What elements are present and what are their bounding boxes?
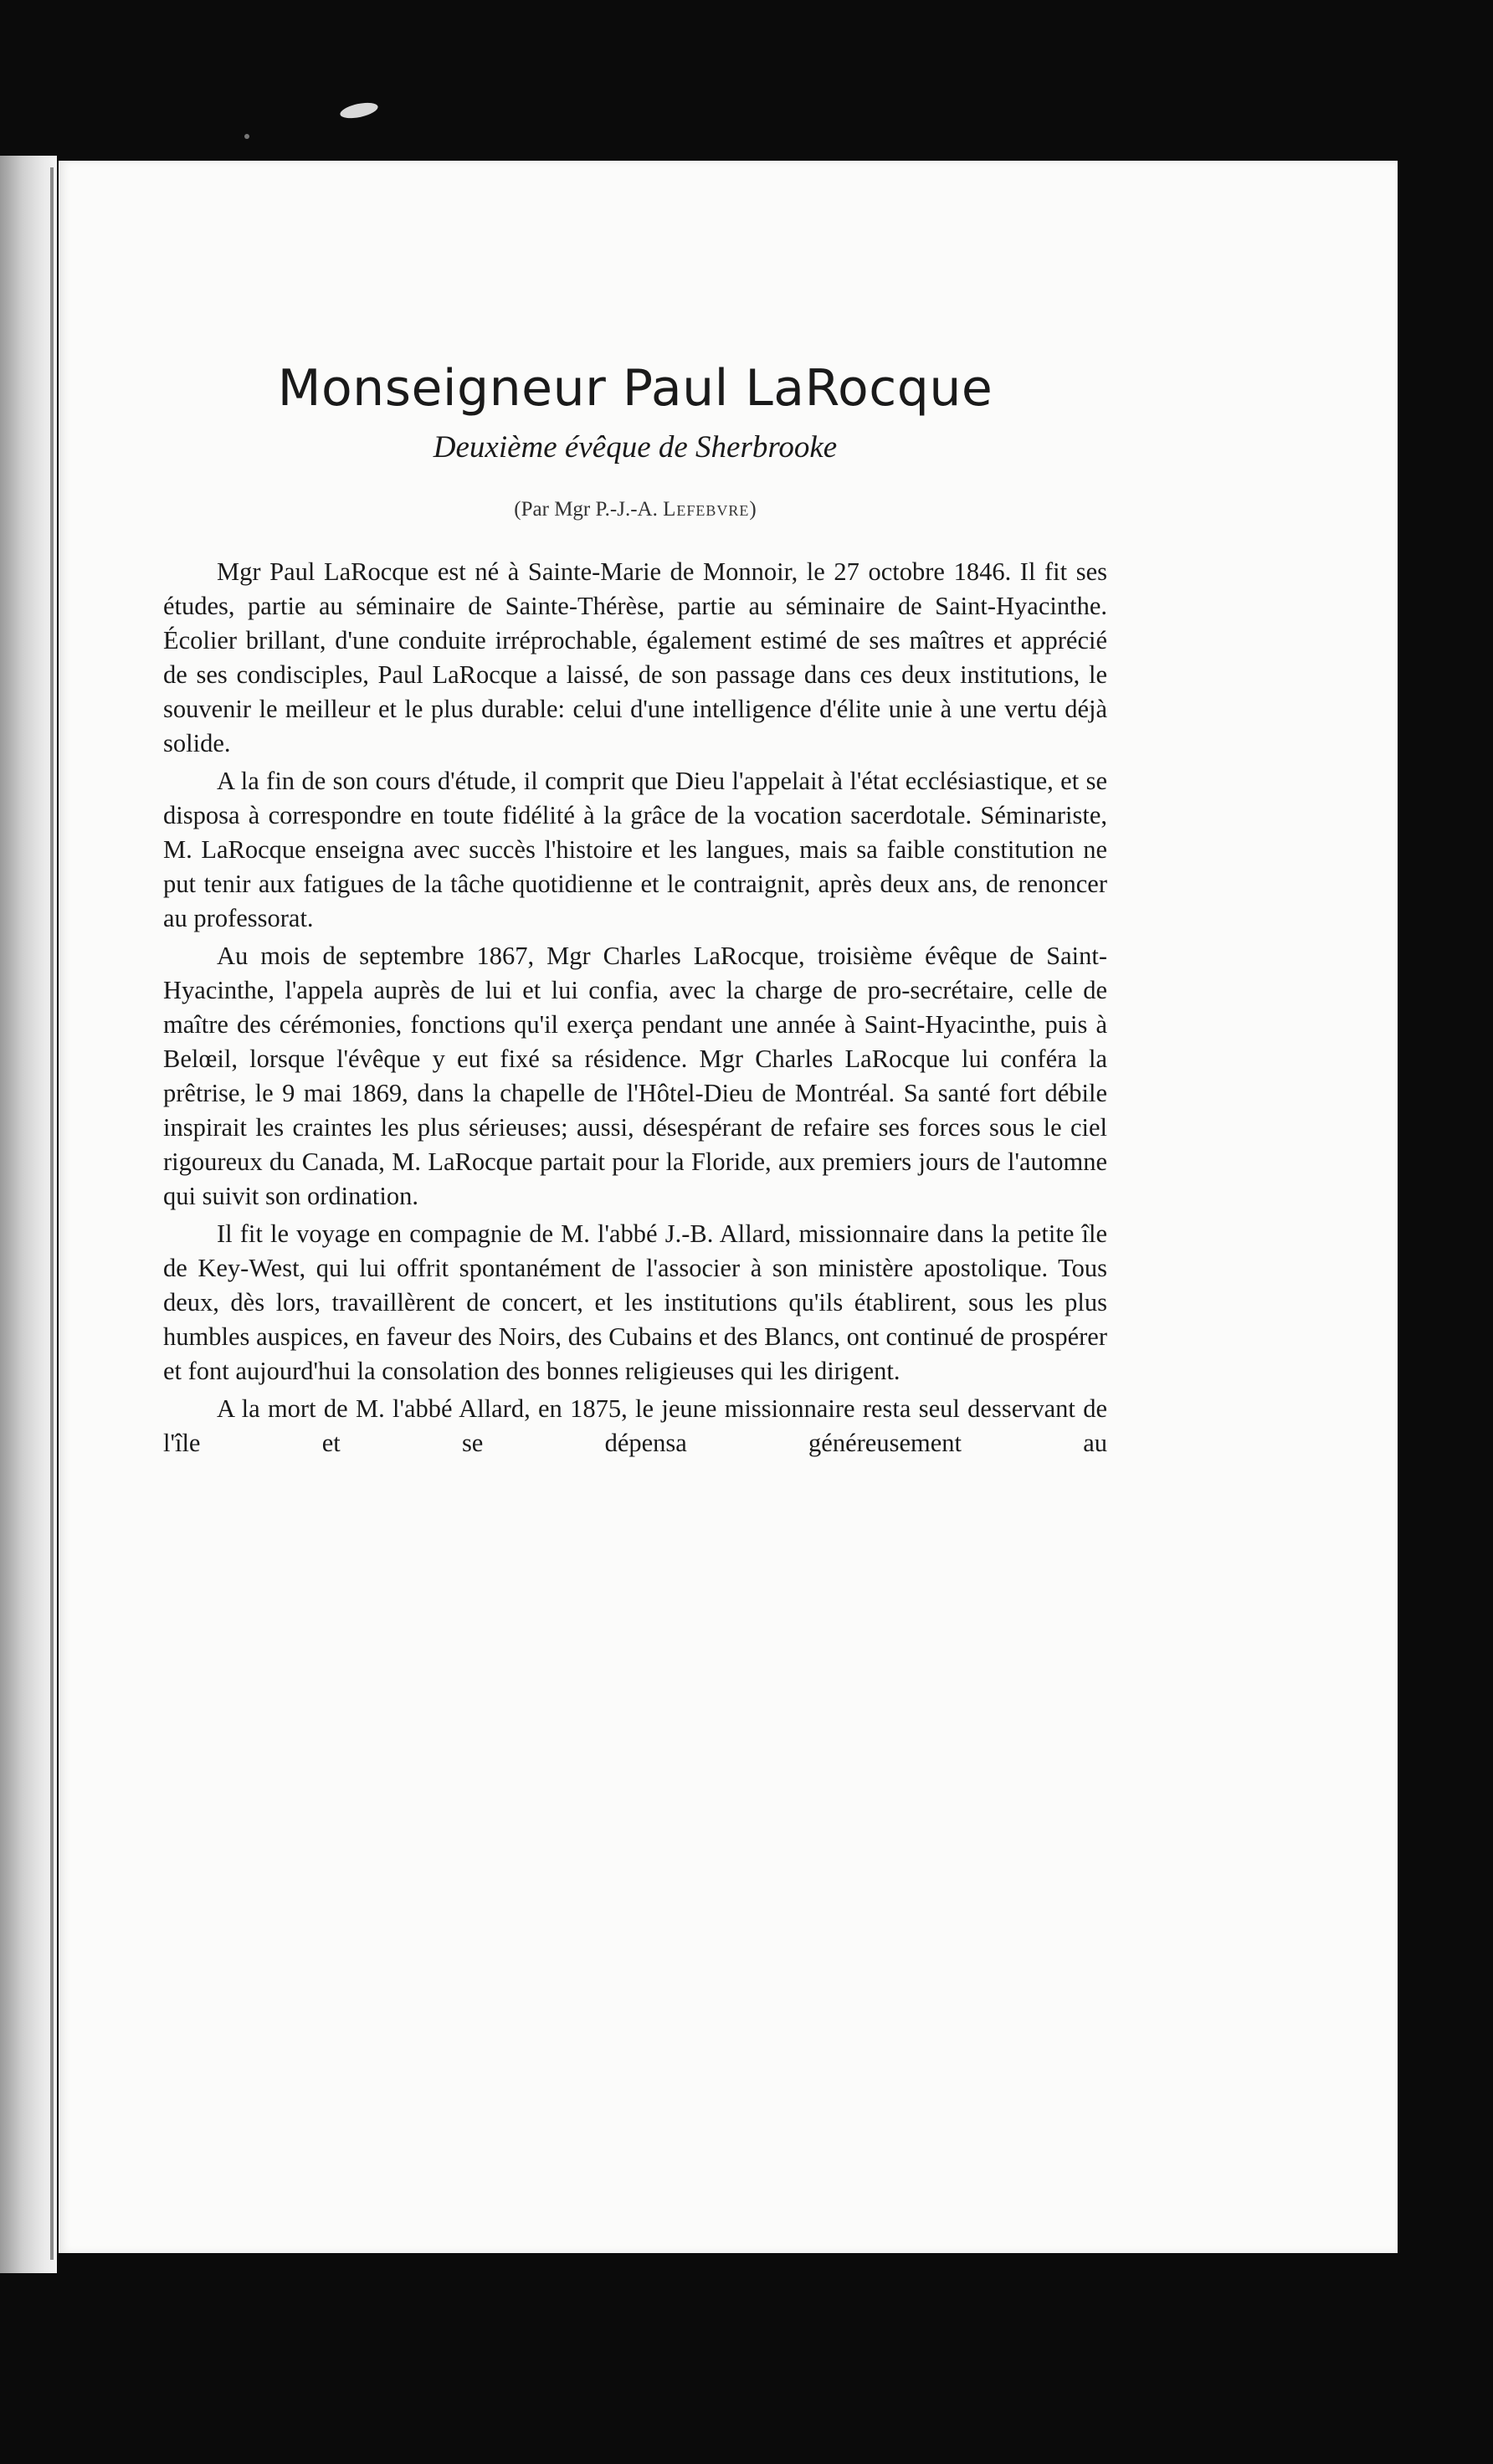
page-gutter-line bbox=[50, 167, 54, 2260]
article-title: Monseigneur Paul LaRocque bbox=[277, 359, 993, 418]
paragraph-1: Mgr Paul LaRocque est né à Sainte-Marie de Monnoir, le 27 octobre 1846. Il fit ses études, partie au séminaire de Sainte-Thérèse, partie au séminaire de Saint-Hyacinthe. Écolier brillant, d'une conduite irréprochable, également estimé de ses maîtres et apprécié de ses condisciples, Paul LaRocque a laissé, de son passage dans ces deux institutions, le souvenir le meilleur et le plus durable: celui d'une intelligence d'élite unie à une vertu déjà solide. bbox=[163, 557, 1107, 758]
article-byline bbox=[163, 498, 1107, 521]
dust-speck bbox=[244, 134, 249, 139]
article-subtitle: Deuxième évêque de Sherbrooke bbox=[433, 430, 838, 465]
byline-author: Lefebvre bbox=[663, 498, 750, 521]
paragraph-3: Au mois de septembre 1867, Mgr Charles LaRocque, troisième évêque de Saint-Hyacinthe, l'appela auprès de lui et lui confia, avec la charge de pro-secrétaire, celle de maître des cérémonies, fonctions qu'il exerça pendant une année à Saint-Hyacinthe, puis à Belœil, lorsque l'évêque y eut fixé sa résidence. Mgr Charles LaRocque lui conféra la prêtrise, le 9 mai 1869, dans la chapelle de l'Hôtel-Dieu de Montréal. Sa santé fort débile inspirait les craintes les plus sérieuses; aussi, désespérant de refaire ses forces sous le ciel rigoureux du Canada, M. LaRocque partait pour la Floride, aux premiers jours de l'automne qui suivit son ordination. bbox=[163, 942, 1107, 1211]
article bbox=[163, 360, 1107, 1464]
paragraph-2: A la fin de son cours d'étude, il comprit que Dieu l'appelait à l'état ecclésiastique, et se disposa à correspondre en toute fidélité à la grâce de la vocation sacerdotale. Séminariste, M. LaRocque enseigna avec succès l'histoire et les langues, mais sa faible constitution ne put tenir aux fatigues de la tâche quotidienne et le contraignit, après deux ans, de renoncer au professorat. bbox=[163, 767, 1107, 933]
dust-speck bbox=[339, 100, 379, 121]
facing-page-edge bbox=[0, 156, 57, 2273]
byline-suffix: ) bbox=[749, 498, 757, 521]
paragraph-5: A la mort de M. l'abbé Allard, en 1875, le jeune missionnaire resta seul desservant de l'île et se dépensa généreusement au bbox=[163, 1394, 1107, 1458]
byline-prefix: (Par Mgr P.-J.-A. bbox=[514, 498, 664, 521]
paragraph-4: Il fit le voyage en compagnie de M. l'abbé J.-B. Allard, missionnaire dans la petite île de Key-West, qui lui offrit spontanément de l'associer à son ministère apostolique. Tous deux, dès lors, travaillèrent de concert, et les institutions qu'ils établirent, sous les plus humbles auspices, en faveur des Noirs, des Cubains et des Blancs, ont continué de prospérer et font aujourd'hui la consolation des bonnes religieuses qui les dirigent. bbox=[163, 1219, 1107, 1386]
